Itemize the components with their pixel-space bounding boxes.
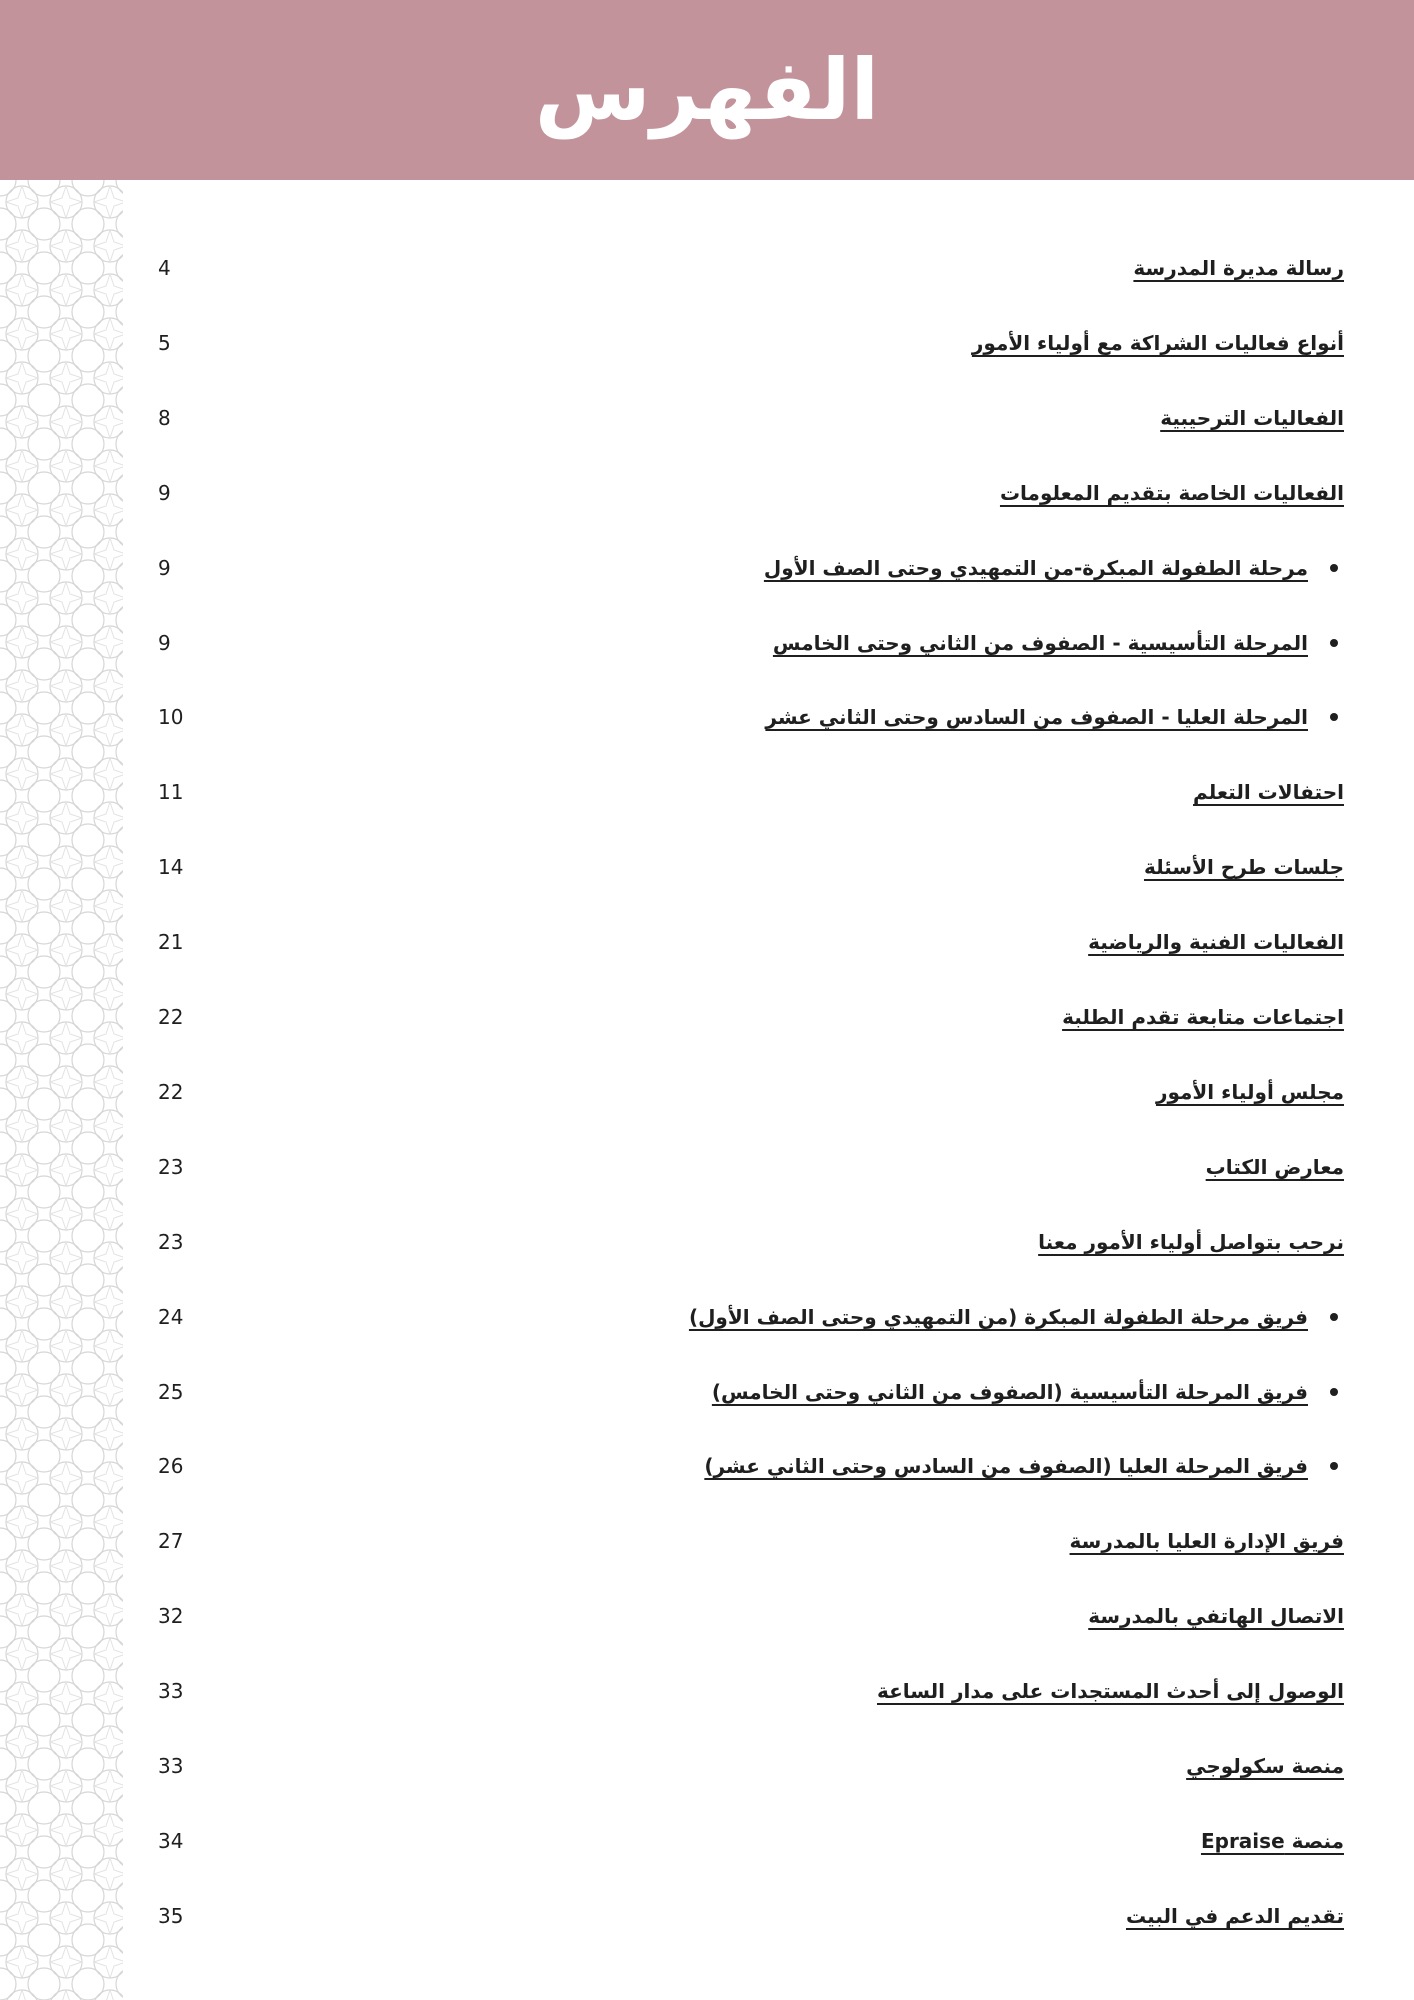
toc-link[interactable]: منصة Epraise [1200, 1829, 1344, 1853]
toc-entry[interactable] [150, 248, 1344, 288]
bullet-icon [1330, 639, 1338, 647]
toc-link[interactable]: احتفالات التعلم [1193, 780, 1344, 804]
toc-link[interactable]: الاتصال الهاتفي بالمدرسة [1088, 1604, 1344, 1628]
toc-page-number: 33 [158, 1679, 184, 1703]
toc-page-number: 10 [158, 705, 184, 729]
toc-entry[interactable] [150, 1147, 1344, 1187]
bullet-icon [1330, 1462, 1338, 1470]
toc-page-number: 11 [158, 780, 184, 804]
toc-link[interactable]: فريق المرحلة التأسيسية (الصفوف من الثاني وحتى الخامس) [711, 1380, 1308, 1404]
toc-entry[interactable] [150, 1072, 1344, 1112]
toc-subentry[interactable] [150, 697, 1344, 737]
toc-entry[interactable] [150, 1746, 1344, 1786]
toc-page-number: 9 [158, 556, 171, 580]
toc-subentry[interactable] [150, 1297, 1344, 1337]
toc-entry[interactable] [150, 1896, 1344, 1936]
toc-page-number: 32 [158, 1604, 184, 1628]
page-title: الفهرس [534, 41, 880, 139]
toc-page-number: 21 [158, 930, 184, 954]
toc-page-number: 27 [158, 1529, 184, 1553]
toc-page-number: 23 [158, 1230, 184, 1254]
toc-entry[interactable] [150, 1222, 1344, 1262]
toc-link[interactable]: رسالة مديرة المدرسة [1133, 256, 1344, 280]
toc-entry[interactable] [150, 922, 1344, 962]
toc-page-number: 4 [158, 256, 171, 280]
toc-subentry[interactable] [150, 548, 1344, 588]
toc-link[interactable]: فريق الإدارة العليا بالمدرسة [1069, 1529, 1344, 1553]
toc-link[interactable]: مرحلة الطفولة المبكرة-من التمهيدي وحتى الصف الأول [763, 556, 1308, 580]
toc-entry[interactable] [150, 997, 1344, 1037]
toc-link[interactable]: اجتماعات متابعة تقدم الطلبة [1062, 1005, 1344, 1029]
toc-entry[interactable] [150, 1521, 1344, 1561]
toc-entry[interactable] [150, 473, 1344, 513]
bullet-icon [1330, 564, 1338, 572]
toc-link[interactable]: الفعاليات الفنية والرياضية [1088, 930, 1344, 954]
toc-subentry[interactable] [150, 1372, 1344, 1412]
toc-link[interactable]: فريق مرحلة الطفولة المبكرة (من التمهيدي وحتى الصف الأول) [688, 1305, 1308, 1329]
toc-link[interactable]: أنواع فعاليات الشراكة مع أولياء الأمور [971, 331, 1344, 355]
toc-page-number: 8 [158, 406, 171, 430]
toc-link[interactable]: الوصول إلى أحدث المستجدات على مدار الساعة [876, 1679, 1344, 1703]
toc-link[interactable]: جلسات طرح الأسئلة [1143, 855, 1344, 879]
toc-page-number: 26 [158, 1454, 184, 1478]
toc-entry[interactable] [150, 772, 1344, 812]
toc-page-number: 24 [158, 1305, 184, 1329]
toc-link[interactable]: الفعاليات الخاصة بتقديم المعلومات [999, 481, 1344, 505]
toc-entry[interactable] [150, 1671, 1344, 1711]
toc-page-number: 34 [158, 1829, 184, 1853]
toc-page-number: 9 [158, 631, 171, 655]
toc-subentry[interactable] [150, 1446, 1344, 1486]
toc-page-number: 33 [158, 1754, 184, 1778]
toc-page-number: 35 [158, 1904, 184, 1928]
toc-link[interactable]: نرحب بتواصل أولياء الأمور معنا [1038, 1230, 1344, 1254]
toc-page-number: 23 [158, 1155, 184, 1179]
toc-link[interactable]: منصة سكولوجي [1186, 1754, 1344, 1778]
toc-subentry[interactable] [150, 623, 1344, 663]
toc-entry[interactable] [150, 398, 1344, 438]
toc-link[interactable]: فريق المرحلة العليا (الصفوف من السادس وحتى الثاني عشر) [704, 1454, 1308, 1478]
bullet-icon [1330, 713, 1338, 721]
toc-link[interactable]: مجلس أولياء الأمور [1155, 1080, 1344, 1104]
toc-entry[interactable] [150, 847, 1344, 887]
toc-page-number: 25 [158, 1380, 184, 1404]
toc-link[interactable]: المرحلة التأسيسية - الصفوف من الثاني وحتى الخامس [772, 631, 1308, 655]
toc-page-number: 14 [158, 855, 184, 879]
bullet-icon [1330, 1388, 1338, 1396]
toc-link[interactable]: الفعاليات الترحيبية [1160, 406, 1344, 430]
toc-page-number: 5 [158, 331, 171, 355]
bullet-icon [1330, 1313, 1338, 1321]
toc-page-number: 9 [158, 481, 171, 505]
toc-page-number: 22 [158, 1005, 184, 1029]
toc-link[interactable]: تقديم الدعم في البيت [1126, 1904, 1344, 1928]
toc-entry[interactable] [150, 323, 1344, 363]
toc-entry[interactable] [150, 1596, 1344, 1636]
toc-link[interactable]: معارض الكتاب [1205, 1155, 1344, 1179]
toc-entry[interactable] [150, 1821, 1344, 1861]
toc-link[interactable]: المرحلة العليا - الصفوف من السادس وحتى الثاني عشر [765, 705, 1308, 729]
toc-page-number: 22 [158, 1080, 184, 1104]
